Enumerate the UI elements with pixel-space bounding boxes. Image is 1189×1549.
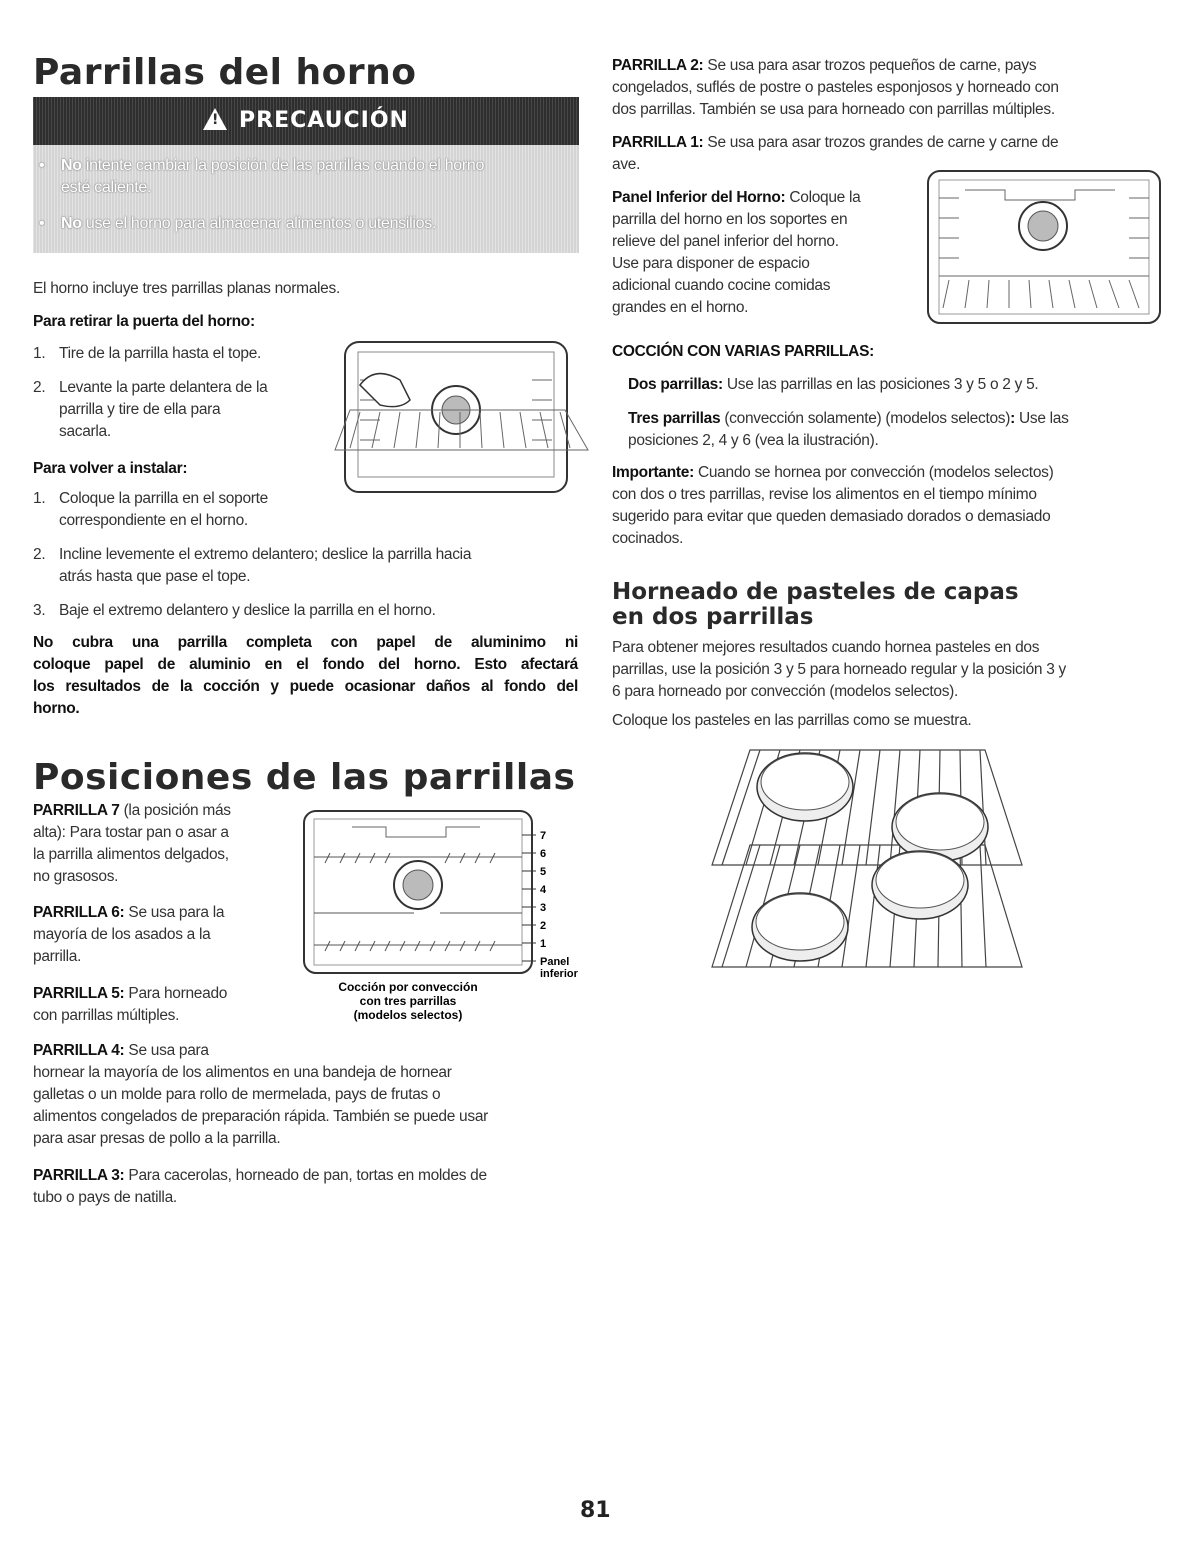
- step-text: Tire de la parrilla hasta el tope.: [59, 345, 262, 362]
- rack6-text: parrilla.: [33, 948, 82, 965]
- diagram-caption: con tres parrillas: [359, 994, 457, 1008]
- rack1-text: ave.: [612, 156, 641, 173]
- rack2-label: PARRILLA 2:: [612, 57, 704, 74]
- important-paragraph: [612, 462, 1162, 550]
- important-label: Importante:: [612, 464, 694, 481]
- cake-text: Para obtener mejores resultados cuando hornea pasteles en dos: [612, 639, 1040, 656]
- section-title-line: Horneado de pasteles de capas: [612, 579, 1019, 605]
- cake-placement-text: Coloque los pasteles en las parrillas como se muestra.: [612, 712, 972, 729]
- position-label-7: 7: [540, 830, 547, 842]
- step-number: 1.: [33, 490, 46, 507]
- panel-label: inferior: [540, 968, 578, 980]
- three-racks-colon: :: [1010, 410, 1015, 427]
- remove-step-2: [33, 377, 333, 443]
- rack7-text: (la posición más: [119, 802, 231, 819]
- bottom-panel-illustration: [925, 168, 1165, 328]
- three-racks-text: Use las: [1014, 410, 1069, 427]
- remove-step-1: [33, 343, 333, 365]
- rack3-paragraph: [33, 1165, 583, 1209]
- panel-text: adicional cuando cocine comidas: [612, 277, 831, 294]
- three-racks-text: posiciones 2, 4 y 6 (vea la ilustración).: [628, 432, 879, 449]
- cake-paragraph: [612, 637, 1162, 703]
- cake-text: parrillas, use la posición 3 y 5 para horneado regular y la posición 3 y: [612, 661, 1067, 678]
- cake-text: 6 para horneado por convección (modelos selectos).: [612, 683, 959, 700]
- cake-racks-illustration: [700, 745, 1040, 980]
- reinstall-step-3: [33, 600, 573, 622]
- rack5-text: Para horneado: [124, 985, 228, 1002]
- rack1-text: Se usa para asar trozos grandes de carne y carne de: [703, 134, 1059, 151]
- rack4-text: para asar presas de pollo a la parrilla.: [33, 1130, 281, 1147]
- position-label-1: 1: [540, 938, 547, 950]
- remove-steps: [33, 343, 333, 443]
- rack2-text: congelados, suflés de postre o pasteles esponjosos y horneado con: [612, 79, 1059, 96]
- panel-text: Coloque la: [785, 189, 861, 206]
- rack4-text: hornear la mayoría de los alimentos en una bandeja de hornear: [33, 1064, 452, 1081]
- step-number: 2.: [33, 546, 46, 563]
- caution-header: [33, 97, 579, 145]
- position-label-6: 6: [540, 848, 547, 860]
- three-racks-text: (convección solamente) (modelos selectos): [720, 410, 1011, 427]
- caution-bullet-2: [39, 213, 437, 235]
- layer-cake-title: [612, 580, 1019, 630]
- important-text: cocinados.: [612, 530, 684, 547]
- three-racks-paragraph: [628, 408, 1158, 452]
- section-title-oven-racks: Parrillas del horno: [33, 52, 417, 93]
- position-label-5: 5: [540, 866, 547, 878]
- step-number: 3.: [33, 602, 46, 619]
- caution-strong: No: [61, 157, 82, 174]
- caution-bullet-1: [39, 155, 485, 199]
- caution-text: use el horno para almacenar alimentos o utensilios.: [81, 215, 437, 232]
- step-text: Levante la parte delantera de la: [59, 379, 268, 396]
- rack3-text: Para cacerolas, horneado de pan, tortas en moldes de: [124, 1167, 487, 1184]
- panel-label: Panel: [540, 956, 570, 968]
- reinstall-step-2: [33, 544, 573, 588]
- rack6-paragraph: [33, 902, 293, 968]
- step-text: Coloque la parrilla en el soporte: [59, 490, 268, 507]
- rack6-text: Se usa para la: [124, 904, 225, 921]
- warning-line: No cubra una parrilla completa con papel de aluminimo ni: [33, 634, 578, 651]
- rack4-paragraph: [33, 1040, 583, 1150]
- reinstall-steps: [33, 488, 573, 622]
- foil-warning: [33, 632, 578, 720]
- caution-box: [33, 97, 579, 253]
- step-number: 2.: [33, 379, 46, 396]
- panel-label: Panel Inferior del Horno:: [612, 189, 786, 206]
- two-racks-text: Use las parrillas en las posiciones 3 y 5 o 2 y 5.: [722, 376, 1039, 393]
- rack1-label: PARRILLA 1:: [612, 134, 704, 151]
- warning-line: horno.: [33, 700, 80, 717]
- rack6-label: PARRILLA 6:: [33, 904, 125, 921]
- step-text: parrilla y tire de ella para: [59, 401, 221, 418]
- diagram-caption: Cocción por convección: [338, 980, 478, 994]
- step-text: atrás hasta que pase el tope.: [59, 568, 251, 585]
- step-text: Incline levemente el extremo delantero; deslice la parrilla hacia: [59, 546, 472, 563]
- rack4-text: Se usa para: [124, 1042, 209, 1059]
- rack7-text: no grasosos.: [33, 868, 119, 885]
- remove-heading: Para retirar la puerta del horno:: [33, 313, 255, 330]
- panel-text: Use para disponer de espacio: [612, 255, 810, 272]
- caution-title: PRECAUCIÓN: [239, 108, 409, 133]
- cake-pan: [757, 753, 853, 821]
- bullet-icon: •: [39, 157, 45, 174]
- two-racks-paragraph: [628, 374, 1158, 396]
- rack2-text: Se usa para asar trozos pequeños de carne, pays: [703, 57, 1037, 74]
- rack4-text: galletas o un molde para rollo de mermelada, pays de frutas o: [33, 1086, 441, 1103]
- caution-strong: No: [61, 215, 82, 232]
- rack-removal-illustration: [330, 340, 590, 500]
- rack-positions-diagram: [300, 805, 590, 1035]
- section-title-rack-positions: Posiciones de las parrillas: [33, 757, 576, 798]
- important-text: sugerido para evitar que queden demasiado dorados o demasiado: [612, 508, 1051, 525]
- warning-triangle-icon: !: [203, 108, 227, 130]
- rack7-paragraph: [33, 800, 293, 888]
- warning-line: coloque papel de aluminio en el fondo del horno. Esto afectará: [33, 656, 578, 673]
- reinstall-heading: Para volver a instalar:: [33, 460, 188, 477]
- caution-text: esté caliente.: [61, 179, 152, 196]
- rack3-label: PARRILLA 3:: [33, 1167, 125, 1184]
- rack7-text: alta): Para tostar pan o asar a: [33, 824, 229, 841]
- page-number: 81: [580, 1498, 611, 1523]
- rack4-text: alimentos congelados de preparación rápida. También se puede usar: [33, 1108, 488, 1125]
- cake-pan: [752, 893, 848, 961]
- rack5-paragraph: [33, 983, 293, 1027]
- multi-rack-heading: COCCIÓN CON VARIAS PARRILLAS:: [612, 343, 874, 360]
- rack7-label: PARRILLA 7: [33, 802, 120, 819]
- step-number: 1.: [33, 345, 46, 362]
- two-racks-label: Dos parrillas:: [628, 376, 723, 393]
- rack3-text: tubo o pays de natilla.: [33, 1189, 177, 1206]
- rack4-label: PARRILLA 4:: [33, 1042, 125, 1059]
- step-text: correspondiente en el horno.: [59, 512, 248, 529]
- warning-line: los resultados de la cocción y puede ocasionar daños al fondo del: [33, 678, 578, 695]
- step-text: sacarla.: [59, 423, 111, 440]
- section-title-line: en dos parrillas: [612, 604, 814, 630]
- three-racks-label: Tres parrillas: [628, 410, 721, 427]
- diagram-caption: (modelos selectos): [353, 1008, 463, 1022]
- important-text: con dos o tres parrillas, revise los alimentos en el tiempo mínimo: [612, 486, 1037, 503]
- bullet-icon: •: [39, 215, 45, 232]
- cake-pan: [892, 793, 988, 861]
- rack2-text: dos parrillas. También se usa para horneado con parrillas múltiples.: [612, 101, 1055, 118]
- position-label-2: 2: [540, 920, 547, 932]
- rack5-text: con parrillas múltiples.: [33, 1007, 180, 1024]
- position-label-3: 3: [540, 902, 547, 914]
- intro-text: El horno incluye tres parrillas planas normales.: [33, 280, 340, 297]
- position-label-4: 4: [540, 884, 547, 896]
- panel-text: parrilla del horno en los soportes en: [612, 211, 848, 228]
- panel-paragraph: [612, 187, 912, 319]
- rack5-label: PARRILLA 5:: [33, 985, 125, 1002]
- panel-text: relieve del panel inferior del horno.: [612, 233, 839, 250]
- step-text: Baje el extremo delantero y deslice la parrilla en el horno.: [59, 602, 436, 619]
- rack7-text: la parrilla alimentos delgados,: [33, 846, 229, 863]
- caution-text: intente cambiar la posición de las parrillas cuando el horno: [81, 157, 485, 174]
- rack2-paragraph: [612, 55, 1162, 121]
- rack6-text: mayoría de los asados a la: [33, 926, 211, 943]
- cake-pan: [872, 851, 968, 919]
- panel-text: grandes en el horno.: [612, 299, 749, 316]
- important-text: Cuando se hornea por convección (modelos selectos): [693, 464, 1054, 481]
